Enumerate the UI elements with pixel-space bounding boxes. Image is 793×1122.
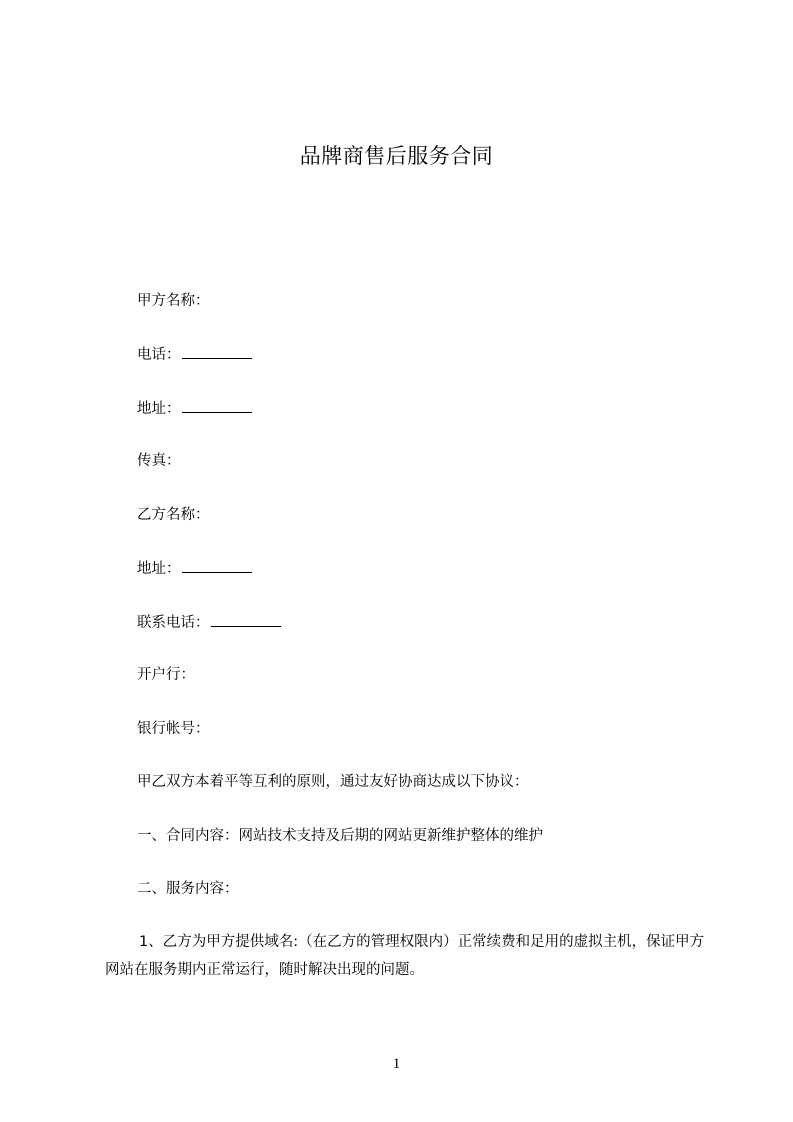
field-label: 乙方名称： bbox=[137, 507, 210, 523]
field-label: 开户行： bbox=[137, 667, 195, 683]
party-a-address-field bbox=[137, 398, 252, 419]
fill-in-blank bbox=[211, 612, 281, 627]
bank-field bbox=[137, 665, 195, 685]
field-label: 传真： bbox=[137, 453, 181, 469]
field-label: 电话： bbox=[137, 347, 181, 363]
fill-in-blank bbox=[182, 344, 252, 359]
party-b-contact-phone-field bbox=[137, 612, 281, 633]
clause-1-paragraph: 1、乙方为甲方提供域名:（在乙方的管理权限内）正常续费和足用的虚拟主机，保证甲方网站在服务期内正常运行，随时解决出现的问题。 bbox=[105, 934, 705, 978]
section-service-content-heading: 二、服务内容： bbox=[137, 881, 239, 897]
document-title: 品牌商售后服务合同 bbox=[299, 144, 494, 168]
field-label: 联系电话： bbox=[137, 615, 210, 631]
party-b-name-field bbox=[137, 505, 210, 525]
party-a-name-field bbox=[137, 291, 210, 311]
intro-paragraph: 甲乙双方本着平等互利的原则，通过友好协商达成以下协议： bbox=[137, 774, 529, 790]
party-a-phone-field bbox=[137, 344, 252, 365]
field-label: 地址： bbox=[137, 561, 181, 577]
page-number: 1 bbox=[392, 1056, 401, 1072]
party-b-address-field bbox=[137, 558, 252, 579]
fill-in-blank bbox=[182, 558, 252, 573]
field-label: 银行帐号： bbox=[137, 721, 210, 737]
section-contract-content: 一、合同内容：网站技术支持及后期的网站更新维护整体的维护 bbox=[137, 828, 543, 844]
party-a-fax-field bbox=[137, 451, 181, 471]
field-label: 甲方名称： bbox=[137, 293, 210, 309]
bank-account-field bbox=[137, 719, 210, 739]
field-label: 地址： bbox=[137, 401, 181, 417]
fill-in-blank bbox=[182, 398, 252, 413]
